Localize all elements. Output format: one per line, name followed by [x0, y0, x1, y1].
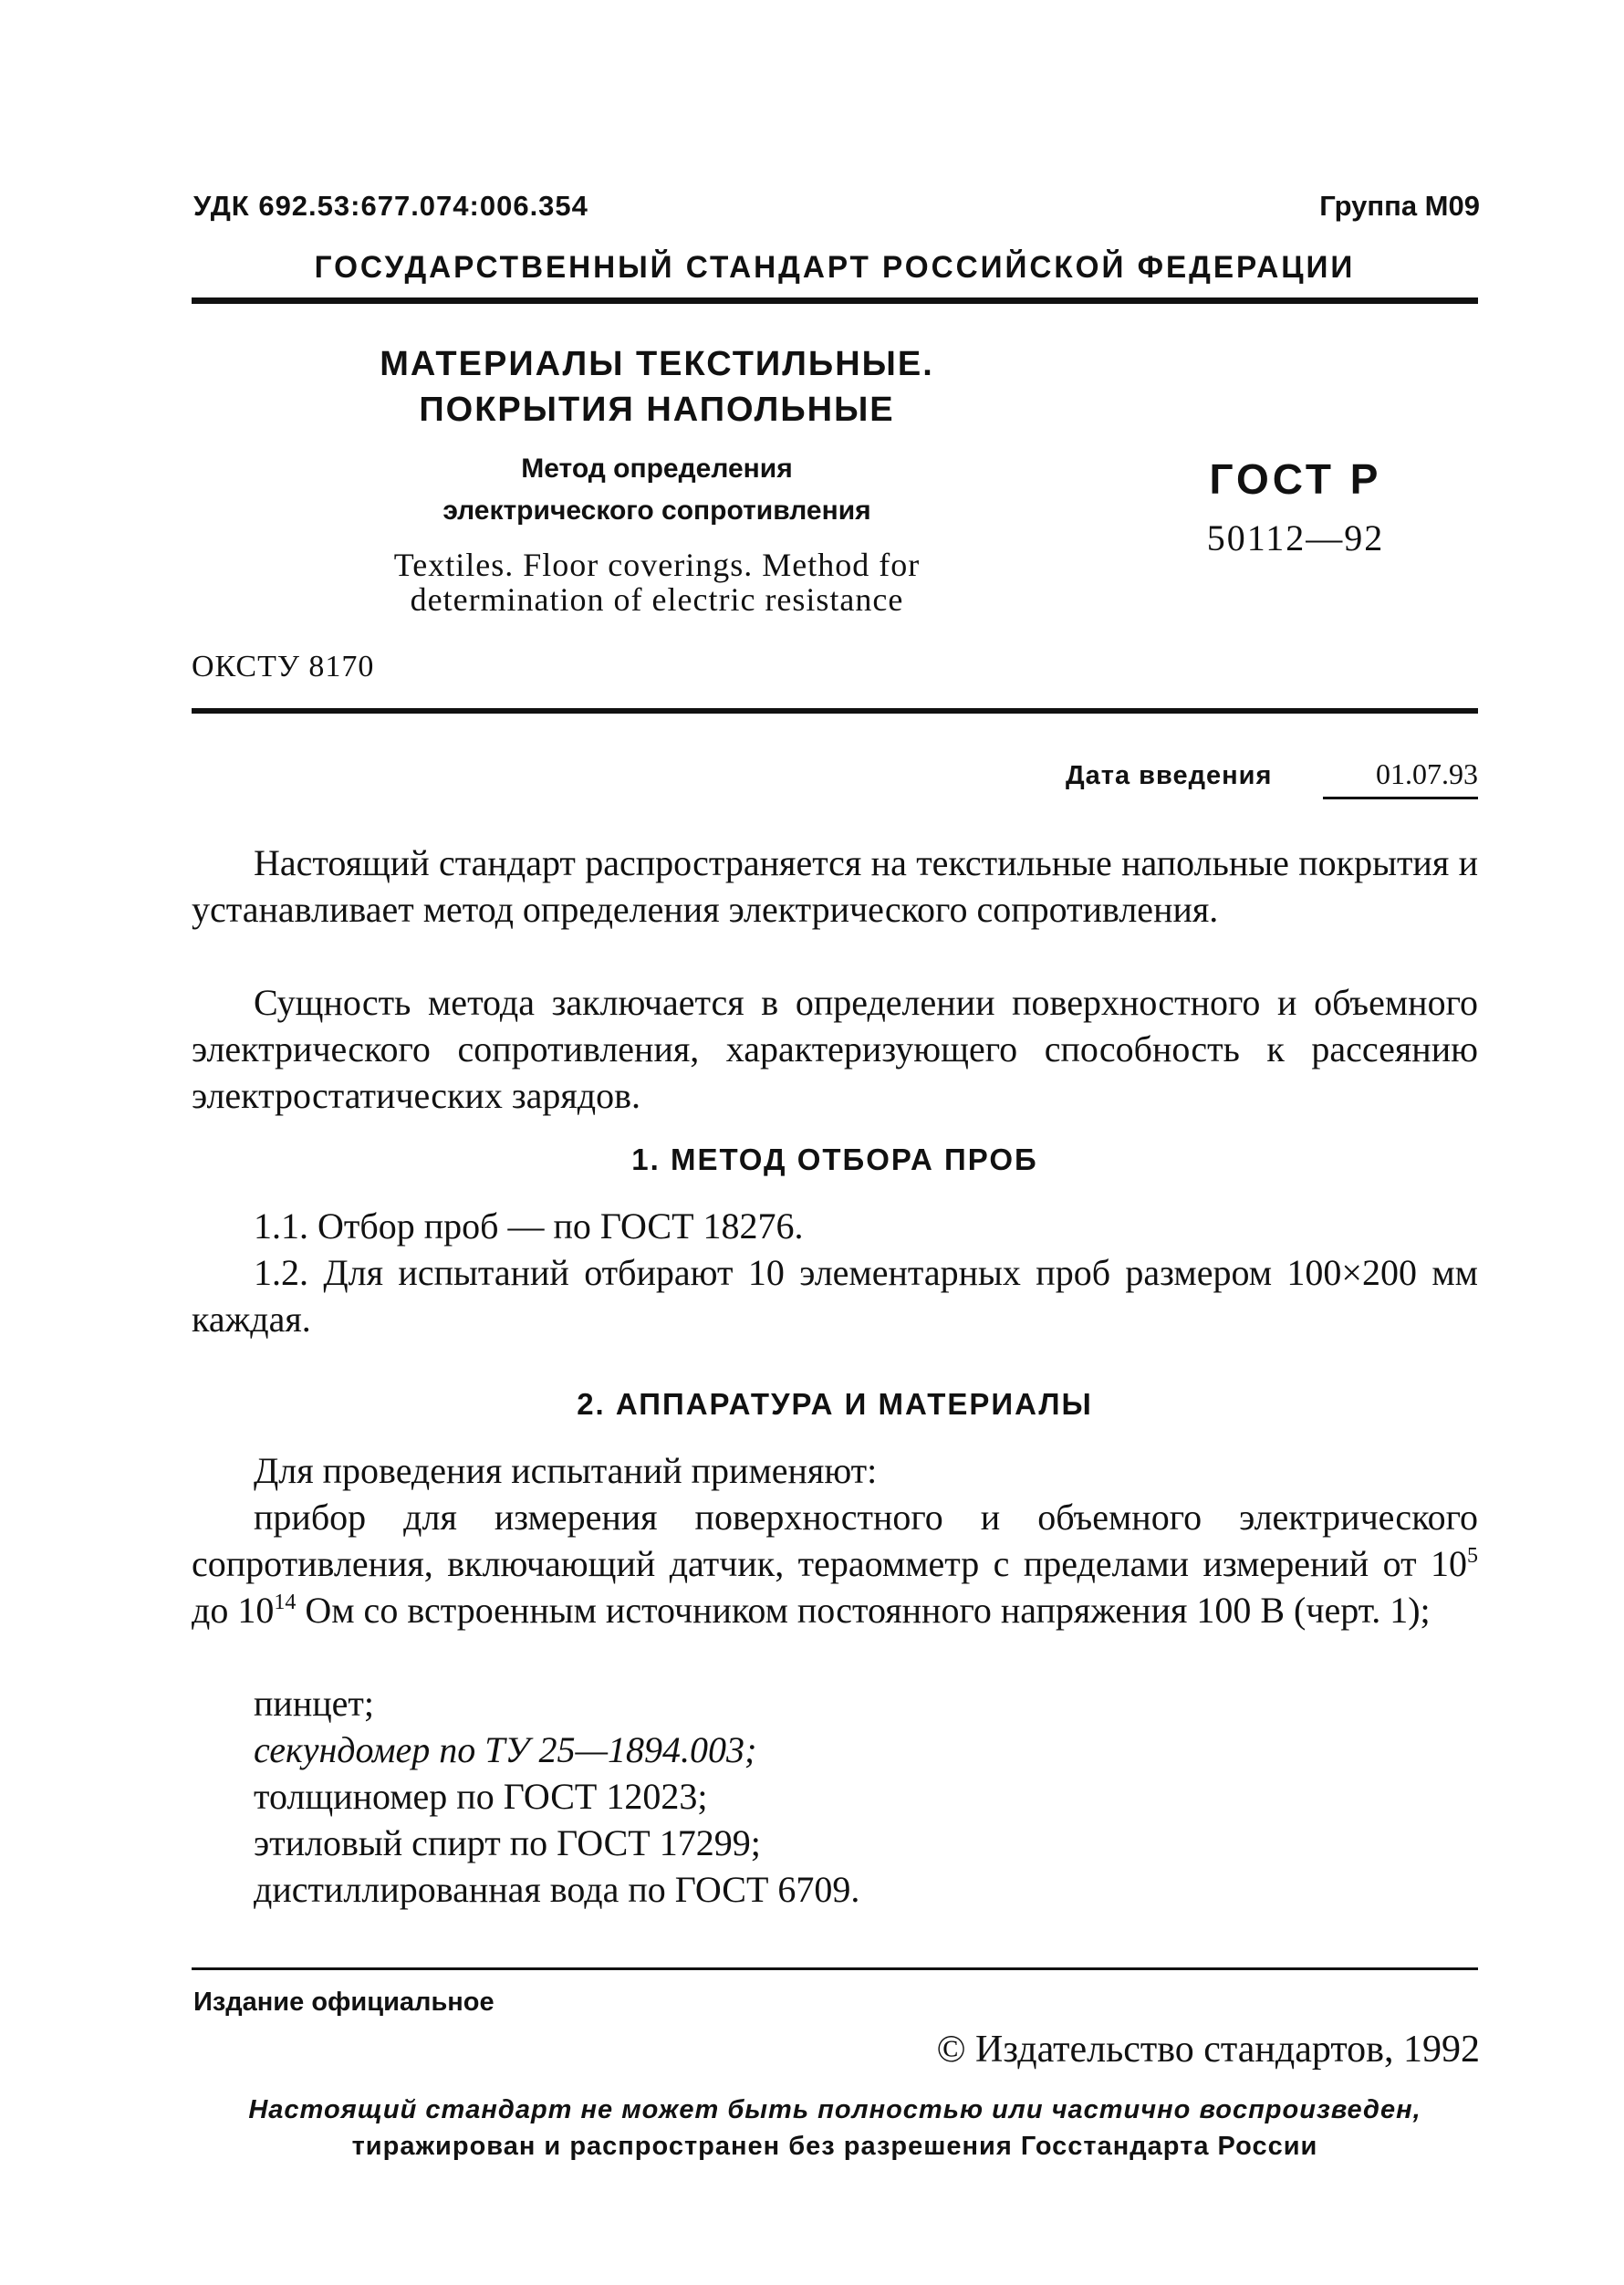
exponent-max: 14 [274, 1591, 297, 1614]
okstu-code: ОКСТУ 8170 [192, 650, 375, 683]
section-1-clause-2: 1.2. Для испытаний отбирают 10 элементарных проб размером 100×200 мм каждая. [192, 1252, 1478, 1340]
intro-paragraph-scope: Настоящий стандарт распространяется на текстильные напольные покрытия и устанавливает метод определения электрического сопротивления. [192, 842, 1478, 930]
english-title-line-1: Textiles. Floor coverings. Method for [393, 547, 921, 583]
list-item: дистиллированная вода по ГОСТ 6709. [254, 1869, 860, 1910]
list-item: пинцет; [254, 1683, 374, 1724]
english-title-line-2: determination of electric resistance [410, 581, 904, 618]
section-2-heading: 2. АППАРАТУРА И МАТЕРИАЛЫ [577, 1387, 1093, 1421]
device-text-c: Ом со встроенным источником постоянного напряжения 100 В (черт. 1); [296, 1590, 1431, 1631]
reproduction-notice-line-2: тиражирован и распространен без разрешения Госстандарта России [351, 2132, 1318, 2161]
section-1-clause-1: 1.1. Отбор проб — по ГОСТ 18276. [254, 1205, 804, 1247]
intro-date-value: 01.07.93 [1323, 757, 1478, 799]
group-code: Группа М09 [1319, 190, 1480, 222]
device-text-b: до 10 [192, 1590, 275, 1631]
udk-code: УДК 692.53:677.074:006.354 [193, 190, 588, 222]
section-1-heading: 1. МЕТОД ОТБОРА ПРОБ [631, 1142, 1038, 1176]
official-edition-label: Издание официальное [193, 1988, 494, 2017]
section-2-device [192, 1494, 1478, 1633]
title-line-1: МАТЕРИАЛЫ ТЕКСТИЛЬНЫЕ. [380, 345, 934, 383]
organization-title: ГОСУДАРСТВЕННЫЙ СТАНДАРТ РОССИЙСКОЙ ФЕДЕРАЦИИ [314, 250, 1356, 285]
okstu-rule [192, 708, 1478, 714]
header-rule [192, 297, 1478, 304]
title-line-2: ПОКРЫТИЯ НАПОЛЬНЫЕ [419, 391, 895, 429]
list-item: этиловый спирт по ГОСТ 17299; [254, 1822, 761, 1863]
gost-number: 50112—92 [1206, 517, 1385, 558]
exponent-min: 5 [1467, 1544, 1478, 1568]
copyright-icon: © [936, 2029, 966, 2071]
list-item: толщиномер по ГОСТ 12023; [254, 1776, 708, 1817]
section-2-lead: Для проведения испытаний применяют: [254, 1450, 878, 1491]
subtitle-line-2: электрического сопротивления [442, 496, 871, 526]
list-item: секундомер по ТУ 25—1894.003; [254, 1729, 757, 1770]
subtitle-line-1: Метод определения [521, 454, 793, 484]
copyright-line [803, 2028, 1480, 2071]
footer-rule [192, 1967, 1478, 1970]
intro-paragraph-essence: Сущность метода заключается в определении поверхностного и объемного электрического сопротивления, характеризующего способность к рассеянию электростатических зарядов. [192, 982, 1478, 1116]
publisher-name: Издательство стандартов, 1992 [975, 2029, 1480, 2071]
gost-label: ГОСТ Р [1209, 455, 1382, 503]
reproduction-notice-line-1: Настоящий стандарт не может быть полностью или частично воспроизведен, [248, 2095, 1421, 2124]
intro-date-label: Дата введения [1066, 761, 1273, 790]
device-text-a: прибор для измерения поверхностного и объемного электрического сопротивления, включающий датчик, тераомметр с пределами измерений от 10 [192, 1497, 1478, 1584]
